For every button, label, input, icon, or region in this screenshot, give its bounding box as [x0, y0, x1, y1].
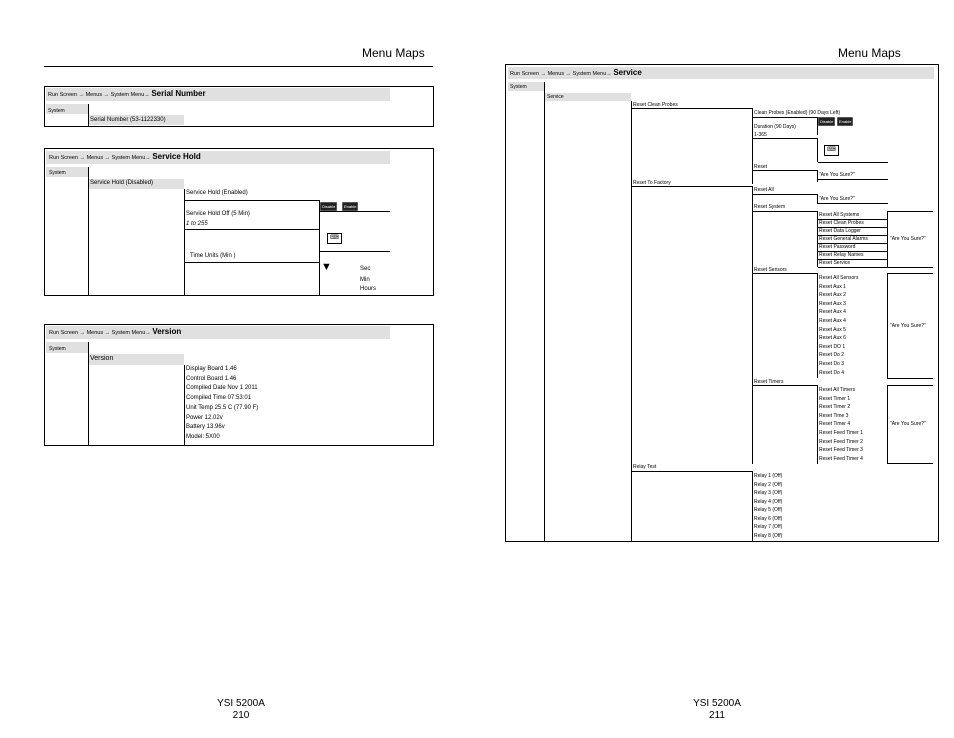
branch-line: [320, 211, 390, 212]
branch-line: [185, 200, 319, 201]
relay-option[interactable]: Relay 1 (Off): [754, 473, 783, 479]
reset-timer-option[interactable]: Reset Feed Timer 2: [819, 438, 863, 445]
branch-line: [753, 170, 817, 171]
reset-timer-option[interactable]: Reset Feed Timer 1: [819, 430, 863, 436]
tree-line: [817, 138, 818, 162]
left-footer: [216, 698, 266, 722]
reset-system-option[interactable]: Reset Service: [819, 260, 851, 266]
relay-option[interactable]: Relay 8 (Off): [754, 532, 783, 539]
branch-line: [887, 273, 933, 274]
footer-page-number: 210: [232, 710, 250, 721]
relay-option[interactable]: Relay 7 (Off): [754, 524, 783, 530]
branch-line: [753, 211, 817, 212]
version-info-line[interactable]: Battery 13.96v: [186, 424, 225, 431]
hold-crumb: Run Screen → Menus → System Menu→ Service Hold: [49, 152, 201, 161]
right-footer: [692, 698, 742, 722]
branch-line: [887, 378, 933, 379]
branch-line: [818, 162, 888, 163]
tree-line: [752, 471, 753, 541]
tree-line: [887, 211, 888, 267]
tree-line: [817, 170, 818, 182]
reset-timer-option[interactable]: Reset Timer 2: [819, 404, 851, 411]
left-page-header: Menu Maps: [362, 46, 425, 60]
reset-system-option[interactable]: Reset Clean Probes: [819, 220, 864, 226]
tree-line: [887, 273, 888, 378]
reset-sensor-option[interactable]: Reset Aux 4: [819, 318, 846, 324]
service-item[interactable]: Service: [547, 94, 564, 100]
keyboard-icon[interactable]: ⌨: [327, 233, 342, 244]
branch-line: [185, 262, 319, 263]
item-rule: [818, 267, 888, 268]
reset-all[interactable]: Reset All: [754, 187, 774, 193]
reset-sensors[interactable]: Reset Sensors: [754, 267, 787, 273]
version-crumb: Run Screen → Menus → System Menu→ Version: [49, 327, 182, 336]
tree-line: [184, 189, 185, 295]
version-info-line[interactable]: Unit Temp 25.5 C (77.90 F): [186, 404, 259, 411]
reset-timer-option[interactable]: Reset Feed Timer 3: [819, 447, 863, 454]
branch-line: [753, 117, 817, 118]
branch-line: [887, 211, 933, 212]
enable-button[interactable]: Enable: [839, 119, 852, 124]
branch-line: [185, 229, 319, 230]
hold-range: 1 to 255: [186, 221, 208, 227]
unit-option-sec[interactable]: Sec: [360, 266, 371, 272]
branch-line: [753, 194, 817, 195]
tree-line: [817, 385, 818, 464]
serial-crumb: Run Screen → Menus → System Menu→ Serial Number: [48, 89, 206, 98]
reset-sensor-option[interactable]: Reset Aux 6: [819, 335, 846, 342]
reset-sensor-option[interactable]: Reset DO 1: [819, 343, 846, 350]
disable-button[interactable]: Disable: [820, 119, 834, 124]
right-page-header: Menu Maps: [838, 46, 901, 60]
reset-timer-option[interactable]: Reset Feed Timer 4: [819, 455, 863, 462]
branch-line: [818, 203, 888, 204]
version-info-line[interactable]: Control Board 1.46: [186, 375, 237, 382]
branch-line: [632, 186, 752, 187]
reset-to-factory[interactable]: Reset To Factory: [633, 180, 671, 186]
tree-line: [887, 385, 888, 464]
version-info-line[interactable]: Power 12.02v: [186, 414, 223, 421]
enable-button[interactable]: Enable: [344, 204, 357, 209]
system-label: System: [49, 170, 66, 176]
reset-sensor-option[interactable]: Reset Do 4: [819, 369, 845, 376]
branch-line: [632, 471, 752, 472]
are-you-sure[interactable]: "Are You Sure?": [819, 196, 855, 202]
reset-sensor-option[interactable]: Reset All Sensors: [819, 275, 859, 281]
reset-sensor-option[interactable]: Reset Aux 5: [819, 326, 846, 333]
branch-line: [818, 179, 888, 180]
reset-sensor-option[interactable]: Reset Do 3: [819, 361, 845, 367]
branch-line: [887, 385, 933, 386]
tree-line: [184, 365, 185, 445]
reset-system-option[interactable]: Reset Relay Names: [819, 252, 864, 258]
reset-sensor-option[interactable]: Reset Aux 2: [819, 292, 846, 299]
branch-line: [632, 108, 752, 109]
are-you-sure[interactable]: "Are You Sure?": [819, 172, 855, 178]
unit-option-hours[interactable]: Hours: [360, 286, 377, 292]
branch-line: [887, 463, 933, 464]
unit-option-min[interactable]: Min: [360, 277, 370, 283]
relay-option[interactable]: Relay 4 (Off): [754, 498, 783, 505]
branch-line: [753, 273, 817, 274]
tree-line: [817, 273, 818, 378]
footer-model: YSI 5200A: [217, 698, 265, 709]
duration[interactable]: Duration (90 Days): [754, 124, 796, 130]
system-label: System: [49, 346, 66, 352]
reset-sensor-option[interactable]: Reset Aux 1: [819, 283, 846, 290]
reset-timer-option[interactable]: Reset Timer 1: [819, 395, 851, 402]
system-label: System: [48, 108, 65, 114]
version-info-line[interactable]: Compiled Date Nov 1 2011: [186, 385, 258, 392]
branch-line: [753, 385, 817, 386]
branch-line: [887, 267, 933, 268]
tree-line: [319, 200, 320, 295]
footer-page-number: 211: [709, 710, 725, 721]
reset-sensor-option[interactable]: Reset Aux 3: [819, 300, 846, 307]
tree-line: [631, 101, 632, 541]
system-label: System: [510, 84, 527, 90]
reset-system-option[interactable]: Reset Data Logger: [819, 228, 861, 234]
reset-clean-probes[interactable]: Reset Clean Probes: [633, 102, 678, 108]
reset-system-option[interactable]: Reset General Alarms: [819, 236, 868, 242]
version-info-line[interactable]: Model: 5X00: [186, 433, 220, 440]
serial-number-item[interactable]: Serial Number (53-1122330): [90, 117, 166, 123]
are-you-sure[interactable]: "Are You Sure?": [890, 421, 926, 427]
service-hold-enabled[interactable]: Service Hold (Enabled): [186, 190, 248, 196]
relay-option[interactable]: Relay 6 (Off): [754, 515, 783, 522]
are-you-sure[interactable]: "Are You Sure?": [890, 236, 926, 242]
clean-probes-enabled[interactable]: Clean Probes (Enabled) (90 Days Left): [754, 110, 841, 116]
are-you-sure[interactable]: "Are You Sure?": [890, 323, 926, 329]
branch-line: [753, 138, 817, 139]
tree-line: [544, 82, 545, 541]
reset-timer-option[interactable]: Reset Time 3: [819, 412, 849, 419]
version-info-line[interactable]: Compiled Time 07:53:01: [186, 395, 252, 402]
relay-option[interactable]: Relay 2 (Off): [754, 481, 783, 488]
reset-timers[interactable]: Reset Timers: [754, 379, 784, 385]
service-hold-item[interactable]: Service Hold (Disabled): [90, 180, 154, 186]
duration-range: 1-365: [754, 132, 767, 138]
reset-system-option[interactable]: Reset All Systems: [819, 212, 860, 218]
footer-model: YSI 5200A: [693, 698, 741, 709]
version-item[interactable]: Version: [90, 355, 114, 362]
service-hold-map: [44, 148, 434, 296]
reset-system[interactable]: Reset System: [754, 204, 786, 210]
header-rule: [44, 66, 433, 67]
branch-line: [320, 251, 390, 252]
time-units[interactable]: Time Units (Min ): [190, 253, 236, 259]
reset-timer-option[interactable]: Reset All Timers: [819, 387, 856, 393]
reset-sensor-option[interactable]: Reset Do 2: [819, 352, 845, 359]
tree-line: [752, 108, 753, 184]
version-info-line[interactable]: Display Board 1.46: [186, 366, 237, 372]
relay-option[interactable]: Relay 3 (Off): [754, 490, 783, 496]
relay-option[interactable]: Relay 5 (Off): [754, 507, 783, 513]
tree-line: [752, 186, 753, 464]
service-hold-off[interactable]: Service Hold Off (5 Min): [186, 211, 250, 217]
reset-sensor-option[interactable]: Reset Aux 4: [819, 309, 846, 316]
dropdown-arrow-icon[interactable]: ▼: [321, 261, 332, 273]
reset-system-option[interactable]: Reset Password: [819, 244, 856, 250]
reset-timer-option[interactable]: Reset Timer 4: [819, 421, 851, 428]
reset-probes[interactable]: Reset: [754, 164, 768, 170]
relay-test[interactable]: Relay Test: [633, 464, 657, 470]
service-crumb: Run Screen → Menus → System Menu→ Service: [510, 68, 642, 77]
disable-button[interactable]: Disable: [322, 204, 336, 209]
keyboard-icon[interactable]: ⌨: [824, 145, 839, 156]
